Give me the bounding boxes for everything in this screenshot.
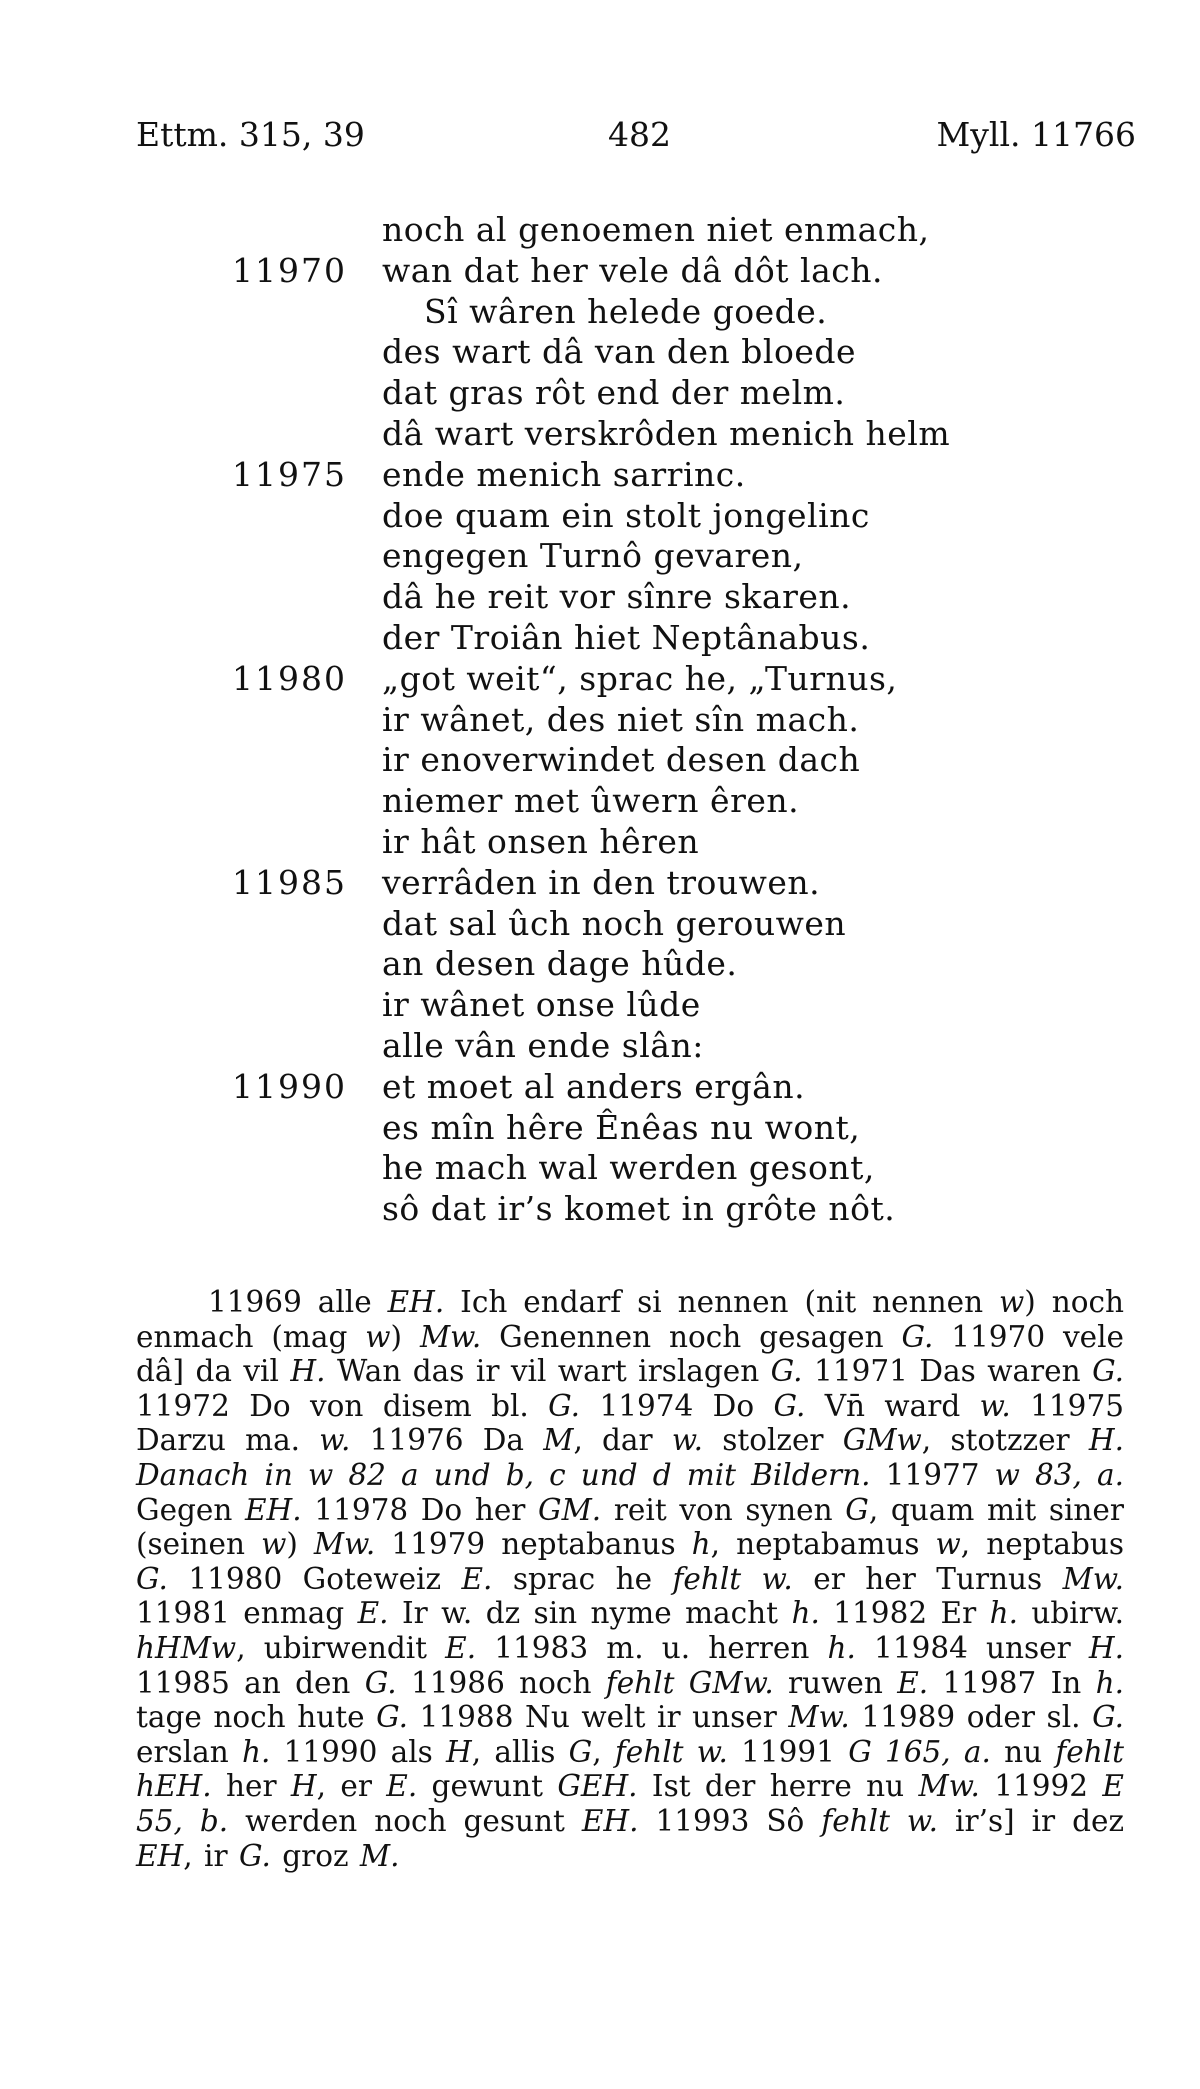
apparatus-siglum: E.: [461, 1561, 493, 1596]
apparatus-siglum: G.: [238, 1838, 271, 1873]
apparatus-siglum: EH.: [581, 1803, 639, 1838]
apparatus-siglum: E.: [897, 1665, 929, 1700]
verse-line: [0, 536, 1200, 577]
verse-line: [0, 251, 1200, 292]
header-source-reference: Ettm. 315, 39: [136, 115, 365, 154]
verse-line: [0, 1108, 1200, 1149]
apparatus-text: 11993 Sô: [638, 1803, 822, 1838]
verse-line: [0, 414, 1200, 455]
verse-line-text: dat gras rôt end der melm.: [382, 373, 846, 413]
apparatus-siglum: E.: [386, 1769, 418, 1804]
apparatus-siglum: GMw: [842, 1423, 922, 1458]
apparatus-text: , ubirwendit: [236, 1630, 446, 1665]
verse-line-text: wan dat her vele dâ dôt lach.: [382, 250, 883, 290]
apparatus-siglum: H.: [1088, 1423, 1125, 1458]
apparatus-siglum: h.: [827, 1630, 856, 1665]
apparatus-text: , quam mit siner (seinen: [136, 1492, 1124, 1562]
verse-line: [0, 455, 1200, 496]
verse-line-text: verrâden in den trouwen.: [382, 862, 821, 902]
apparatus-siglum: H: [290, 1769, 317, 1804]
apparatus-siglum: w.: [979, 1388, 1011, 1423]
apparatus-siglum: H: [446, 1734, 472, 1769]
verse-line-text: engegen Turnô gevaren,: [382, 536, 804, 576]
verse-line-text: doe quam ein stolt jongelinc: [382, 495, 870, 535]
apparatus-siglum: H.: [1088, 1630, 1124, 1665]
apparatus-text: 11991: [727, 1734, 849, 1769]
apparatus-siglum: G: [568, 1734, 593, 1769]
apparatus-text: , neptabus: [960, 1527, 1125, 1562]
verse-line: [0, 659, 1200, 700]
apparatus-siglum: G.: [364, 1665, 397, 1700]
apparatus-text: , ir: [183, 1838, 239, 1873]
verse-line: [0, 496, 1200, 537]
apparatus-text: 11972 Do von disem bl.: [136, 1388, 549, 1423]
apparatus-text: 11978 Do her: [301, 1492, 539, 1527]
verse-line: [0, 1026, 1200, 1067]
verse-line: [0, 863, 1200, 904]
verse-line: [0, 740, 1200, 781]
apparatus-text: 11979 neptabanus: [375, 1527, 692, 1562]
verse-line: [0, 944, 1200, 985]
apparatus-siglum: EH.: [245, 1492, 302, 1527]
verse-line: [0, 700, 1200, 741]
verse-line: [0, 1148, 1200, 1189]
verse-line-text: alle vân ende slân:: [382, 1025, 704, 1065]
apparatus-text: her: [211, 1769, 291, 1804]
apparatus-text: Wan das ir vil wart irslagen: [325, 1354, 771, 1389]
apparatus-text: 11992: [979, 1769, 1103, 1804]
verse-line-text: an desen dage hûde.: [382, 944, 738, 984]
apparatus-siglum: Mw.: [313, 1527, 376, 1562]
apparatus-text: nu: [990, 1734, 1056, 1769]
apparatus-text: ): [390, 1319, 420, 1354]
apparatus-siglum: w: [999, 1285, 1025, 1319]
apparatus-text: Genennen noch gesagen: [481, 1319, 902, 1354]
verse-line-text: he mach wal werden gesont,: [382, 1148, 875, 1188]
apparatus-text: 11969 alle: [208, 1285, 388, 1319]
verse-line-text: dat sal ûch noch gerouwen: [382, 903, 847, 943]
apparatus-text: 11990 als: [270, 1734, 447, 1769]
verse-line: [0, 985, 1200, 1026]
apparatus-siglum: fehlt GMw.: [605, 1665, 774, 1700]
apparatus-siglum: w.: [671, 1423, 703, 1458]
apparatus-siglum: w: [935, 1527, 961, 1562]
apparatus-text: 11984 unser: [855, 1630, 1089, 1665]
apparatus-text: 11974 Do: [580, 1388, 774, 1423]
apparatus-siglum: G.: [1092, 1700, 1124, 1735]
apparatus-siglum: Mw.: [918, 1769, 980, 1804]
verse-line-text: ende menich sarrinc.: [382, 454, 746, 494]
apparatus-siglum: G.: [136, 1561, 168, 1596]
apparatus-siglum: G.: [1092, 1354, 1124, 1389]
apparatus-text: gewunt: [417, 1769, 558, 1804]
apparatus-siglum: Mw.: [1062, 1561, 1125, 1596]
apparatus-text: reit von synen: [601, 1492, 846, 1527]
running-header: [136, 115, 1136, 155]
verse-number: 11990: [232, 1066, 347, 1106]
apparatus-siglum: h.: [241, 1734, 271, 1769]
verse-line: [0, 822, 1200, 863]
apparatus-siglum: Mw.: [419, 1319, 482, 1354]
apparatus-text: Vn̄ ward: [805, 1388, 980, 1423]
verse-line: [0, 577, 1200, 618]
apparatus-text: stolzer: [703, 1423, 843, 1458]
verse-text: [0, 210, 1200, 1230]
critical-apparatus: [136, 1285, 1124, 1873]
verse-line: [0, 1067, 1200, 1108]
apparatus-siglum: h.: [791, 1596, 820, 1631]
verse-line-text: dâ wart verskrôden menich helm: [382, 413, 951, 453]
apparatus-text: ubirw.: [1018, 1596, 1124, 1631]
verse-line-text: ir wânet, des niet sîn mach.: [382, 699, 860, 739]
apparatus-siglum: h.: [1095, 1665, 1124, 1700]
apparatus-siglum: fehlt w.: [821, 1803, 939, 1838]
verse-line: [0, 292, 1200, 333]
apparatus-text: 11989 oder sl.: [849, 1700, 1093, 1735]
verse-line-text: dâ he reit vor sînre skaren.: [382, 577, 852, 617]
apparatus-siglum: M.: [359, 1838, 400, 1873]
apparatus-text: sprac he: [492, 1561, 673, 1596]
apparatus-text: 11977: [870, 1457, 995, 1492]
verse-line-text: ir enoverwindet desen dach: [382, 740, 861, 780]
verse-line: [0, 904, 1200, 945]
apparatus-text: ,: [592, 1734, 615, 1769]
apparatus-text: Ich endarf si nennen (nit nennen: [444, 1285, 1000, 1319]
apparatus-text: Ist der herre nu: [637, 1769, 919, 1804]
verse-line: [0, 781, 1200, 822]
verse-number: 11980: [232, 658, 347, 698]
verse-line-text: ir hât onsen hêren: [382, 821, 700, 861]
apparatus-text: 11971 Das waren: [802, 1354, 1093, 1389]
verse-line-text: et moet al anders ergân.: [382, 1066, 806, 1106]
verse-line-text: ir wânet onse lûde: [382, 985, 701, 1025]
apparatus-text: 11987 In: [928, 1665, 1096, 1700]
verse-line-text: des wart dâ van den bloede: [382, 332, 857, 372]
apparatus-text: 11988 Nu welt ir unser: [408, 1700, 789, 1735]
apparatus-siglum: G.: [548, 1388, 581, 1423]
verse-line: [0, 373, 1200, 414]
apparatus-text: werden noch gesunt: [228, 1803, 582, 1838]
verse-line-text: noch al genoemen niet enmach,: [382, 210, 930, 249]
header-line-reference: Myll. 11766: [936, 115, 1136, 154]
verse-line: [0, 210, 1200, 251]
apparatus-paragraph: [136, 1285, 1124, 1873]
apparatus-text: 11985 an den: [136, 1665, 365, 1700]
apparatus-text: ruwen: [773, 1665, 898, 1700]
apparatus-siglum: E.: [357, 1596, 389, 1631]
apparatus-text: erslan: [136, 1734, 242, 1769]
apparatus-siglum: h: [691, 1527, 711, 1562]
verse-number: 11975: [232, 454, 347, 494]
apparatus-text: 11986 noch: [396, 1665, 606, 1700]
apparatus-siglum: EH.: [387, 1285, 445, 1319]
verse-line: [0, 332, 1200, 373]
apparatus-siglum: w 83, a.: [994, 1457, 1124, 1492]
apparatus-siglum: Danach in w 82 a und b, c und d mit Bildern.: [136, 1457, 871, 1492]
apparatus-text: Ir w. dz sin nyme macht: [388, 1596, 792, 1631]
apparatus-siglum: w: [261, 1527, 287, 1562]
apparatus-siglum: G.: [770, 1354, 803, 1389]
apparatus-text: , allis: [471, 1734, 569, 1769]
verse-line-text: Sî wâren helede goede.: [424, 291, 828, 331]
verse-line-text: „got weit“, sprac he, „Turnus,: [382, 658, 898, 698]
page-number: 482: [608, 115, 671, 154]
apparatus-siglum: hHMw: [136, 1630, 237, 1665]
apparatus-siglum: fehlt hEH.: [136, 1734, 1124, 1804]
apparatus-text: 11976 Da: [350, 1423, 544, 1458]
verse-line: [0, 1189, 1200, 1230]
apparatus-text: 11982 Er: [819, 1596, 990, 1631]
apparatus-text: 11981 enmag: [136, 1596, 358, 1631]
apparatus-siglum: G.: [376, 1700, 409, 1735]
apparatus-siglum: G.: [901, 1319, 934, 1354]
apparatus-text: tage noch hute: [136, 1700, 377, 1735]
apparatus-siglum: G 165, a.: [848, 1734, 991, 1769]
apparatus-text: er her Turnus: [792, 1561, 1063, 1596]
apparatus-text: , neptabamus: [710, 1527, 936, 1562]
verse-line-text: es mîn hêre Ênêas nu wont,: [382, 1107, 861, 1147]
verse-line-text: niemer met ûwern êren.: [382, 781, 800, 821]
apparatus-text: ir’s] ir dez: [938, 1803, 1124, 1838]
apparatus-siglum: Mw.: [788, 1700, 850, 1735]
apparatus-siglum: EH: [136, 1838, 184, 1873]
verse-line-text: sô dat ir’s komet in grôte nôt.: [382, 1189, 896, 1229]
verse-number: 11985: [232, 862, 347, 902]
apparatus-text: 11980 Goteweiz: [167, 1561, 462, 1596]
apparatus-text: 11975 Darzu ma.: [136, 1388, 1124, 1458]
verse-number: 11970: [232, 250, 347, 290]
apparatus-siglum: GM.: [538, 1492, 602, 1527]
apparatus-siglum: fehlt w.: [614, 1734, 728, 1769]
verse-line-text: der Troiân hiet Neptânabus.: [382, 617, 871, 657]
apparatus-text: ): [286, 1527, 314, 1562]
apparatus-siglum: GEH.: [557, 1769, 638, 1804]
apparatus-siglum: H.: [290, 1354, 326, 1389]
verse-line: [0, 618, 1200, 659]
apparatus-text: , er: [316, 1769, 387, 1804]
apparatus-text: ) noch enmach (mag: [136, 1285, 1125, 1354]
apparatus-siglum: E 55, b.: [136, 1769, 1124, 1838]
apparatus-siglum: M: [543, 1423, 574, 1458]
apparatus-text: Gegen: [136, 1492, 246, 1527]
apparatus-siglum: G.: [773, 1388, 806, 1423]
apparatus-text: 11970 vele dâ] da vil: [136, 1319, 1124, 1389]
apparatus-siglum: w: [365, 1319, 391, 1354]
apparatus-text: 11983 m. u. herren: [476, 1630, 828, 1665]
apparatus-text: , dar: [573, 1423, 672, 1458]
apparatus-siglum: G: [845, 1492, 869, 1527]
apparatus-text: , stotzzer: [921, 1423, 1089, 1458]
apparatus-siglum: fehlt w.: [672, 1561, 793, 1596]
apparatus-siglum: E.: [445, 1630, 477, 1665]
apparatus-text: groz: [270, 1838, 360, 1873]
apparatus-siglum: w.: [319, 1423, 351, 1458]
apparatus-siglum: h.: [989, 1596, 1018, 1631]
